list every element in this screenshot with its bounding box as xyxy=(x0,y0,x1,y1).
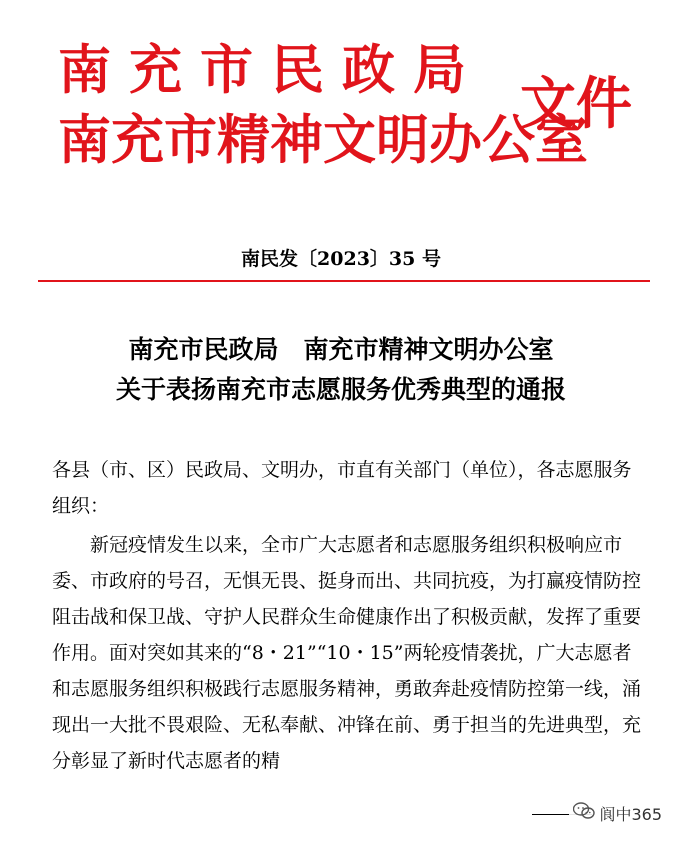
red-divider xyxy=(38,280,650,282)
document-label: 文件 xyxy=(520,72,632,137)
title-line-1: 南充市民政局 南充市精神文明办公室 xyxy=(128,335,554,364)
watermark-text: 阆中365 xyxy=(599,804,662,824)
watermark xyxy=(569,796,668,830)
issuer-line-1: 南充市民政局 xyxy=(58,40,484,101)
title-line-2: 关于表扬南充市志愿服务优秀典型的通报 xyxy=(115,375,566,404)
issuer-line-2: 南充市精神文明办公室 xyxy=(58,110,588,171)
salutation: 各县（市、区）民政局、文明办，市直有关部门（单位），各志愿服务组织： xyxy=(52,459,632,517)
document-number: 南民发〔2023〕35 号 xyxy=(241,248,441,270)
paragraph: 新冠疫情发生以来，全市广大志愿者和志愿服务组织积极响应市委、市政府的号召，无惧无畏、挺身而出、共同抗疫，为打赢疫情防控阻击战和保卫战、守护人民群众生命健康作出了积极贡献，发挥了重要作用。面对突如其来的“8・21”“10・15”两轮疫情袭扰，广大志愿者和志愿服务组织积极践行志愿服务精神，勇敢奔赴疫情防控第一线，涌现出一大批不畏艰险、无私奉献、冲锋在前、勇于担当的先进典型，充分彰显了新时代志愿者的精 xyxy=(52,534,642,772)
document-header xyxy=(0,0,682,200)
wechat-icon xyxy=(573,802,595,824)
